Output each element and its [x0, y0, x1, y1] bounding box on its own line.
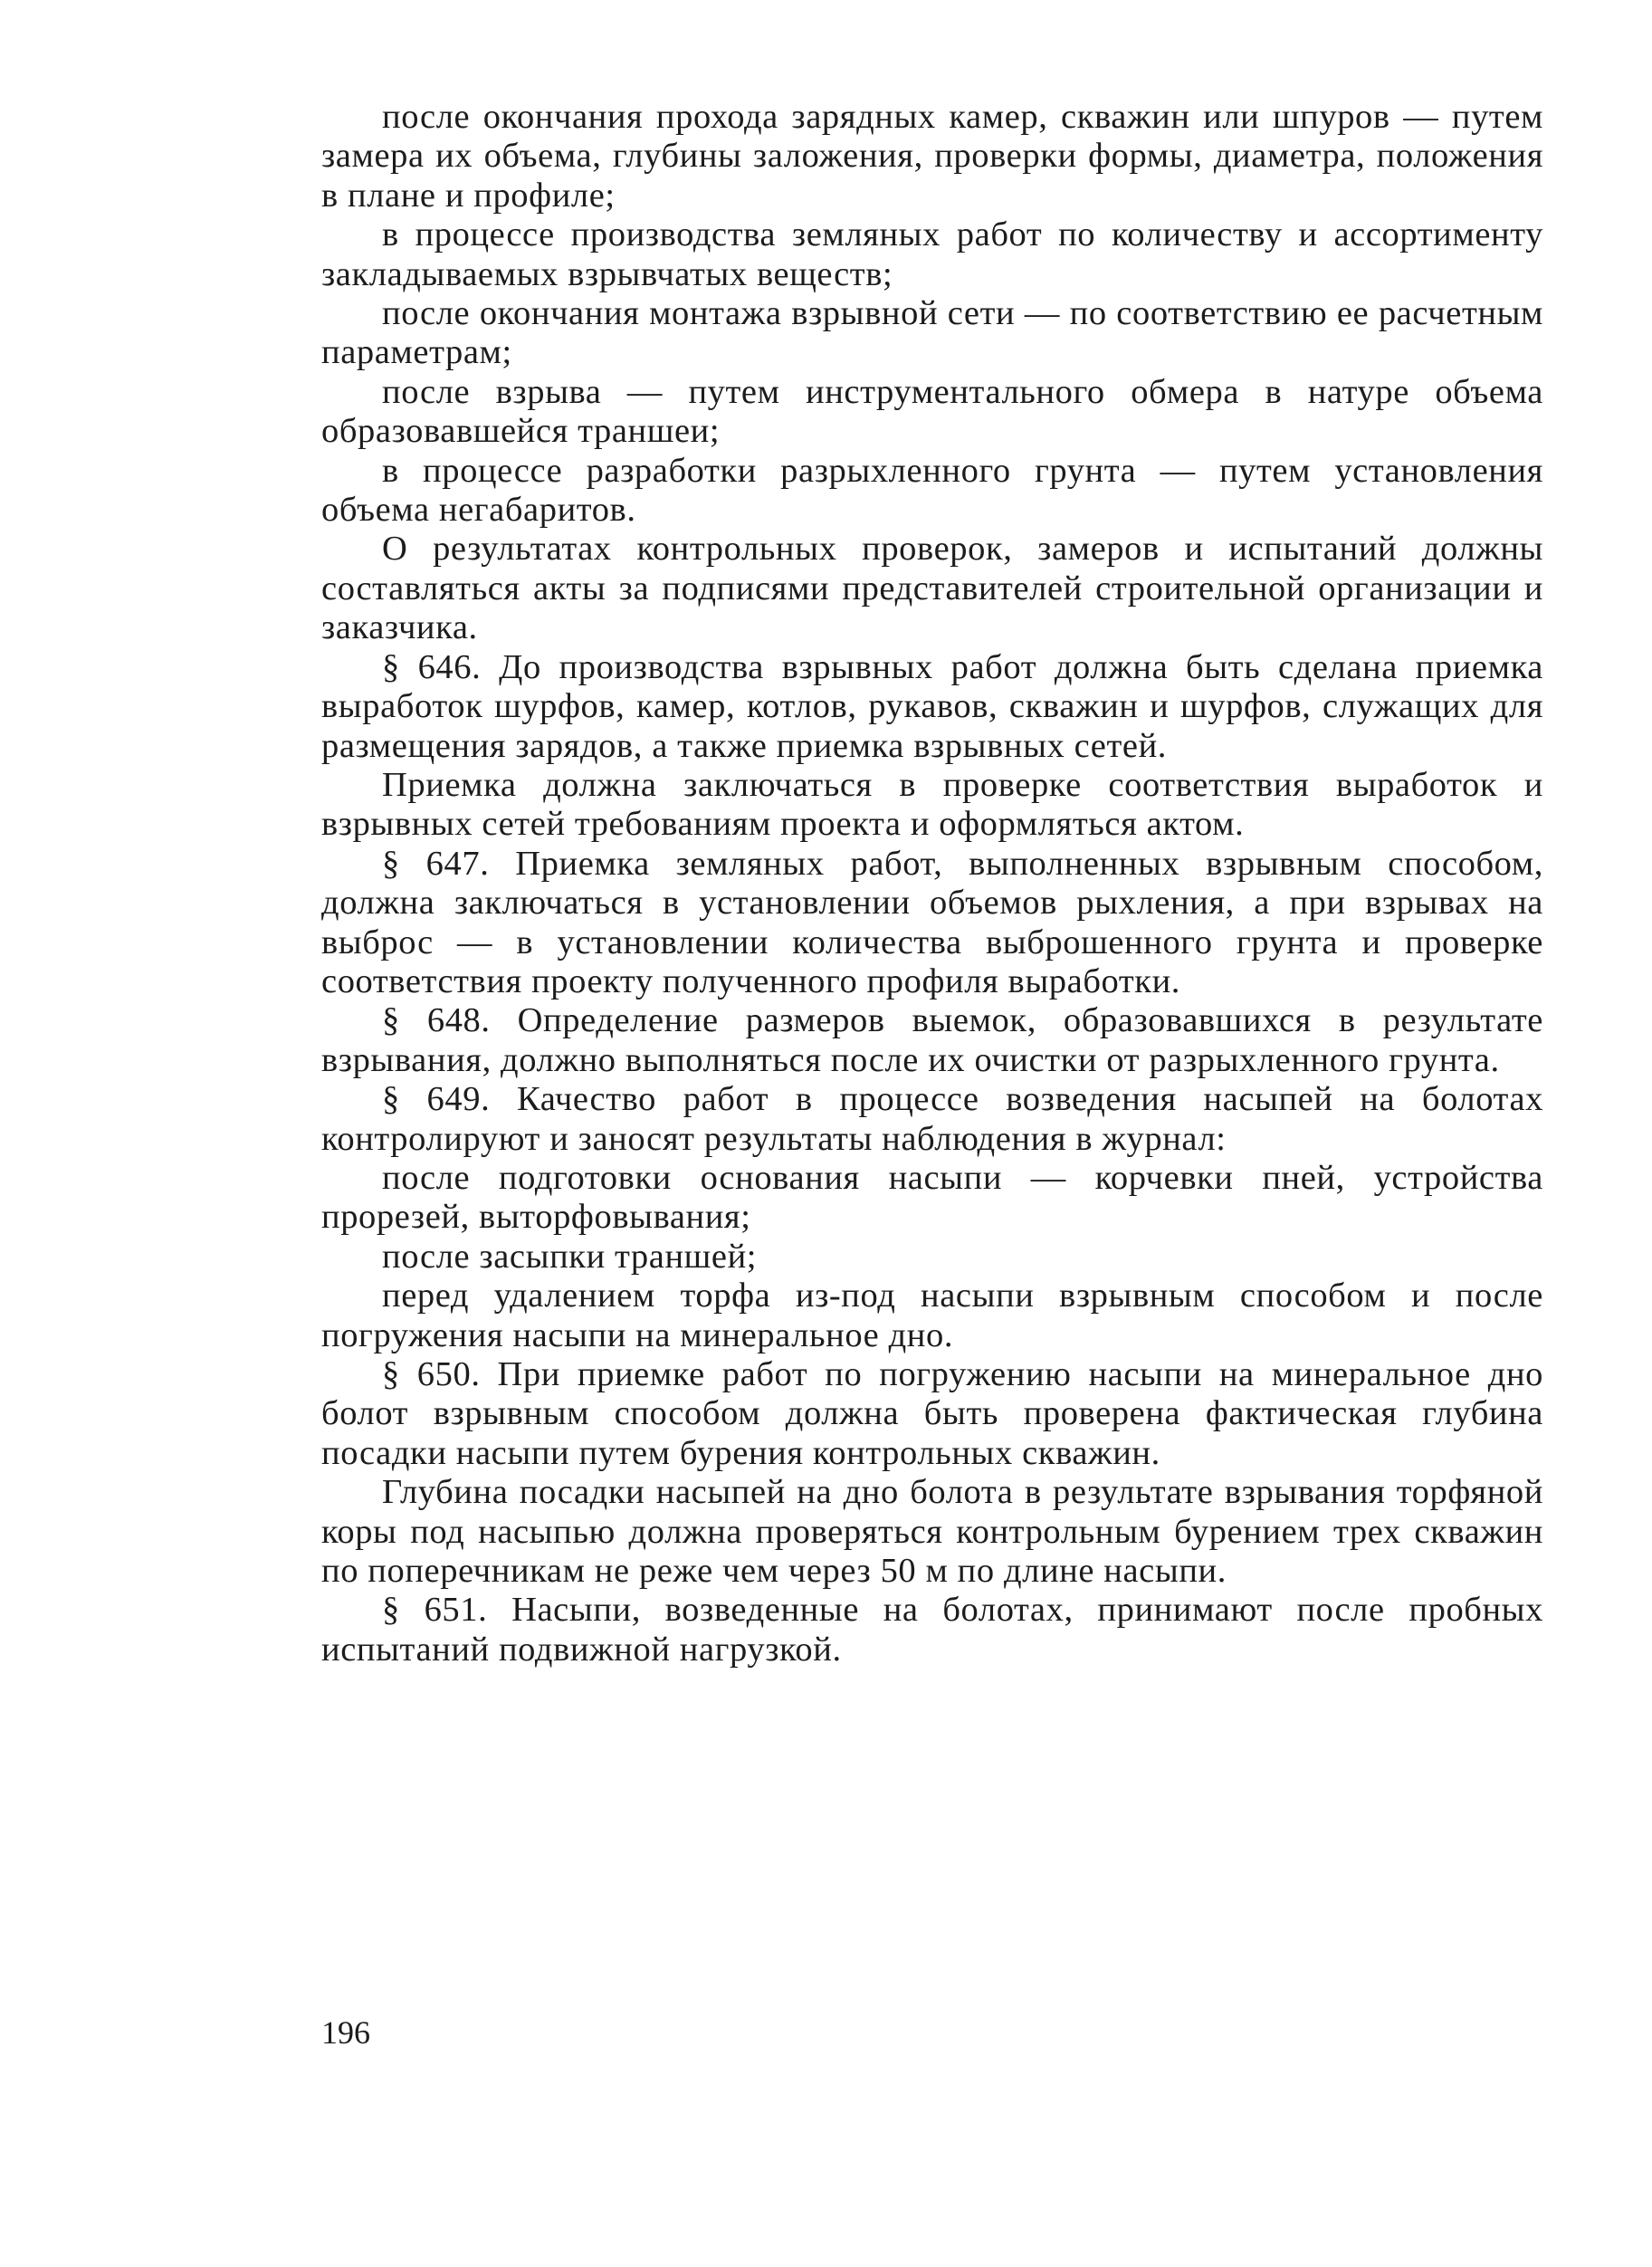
- section-648: § 648. Определение размеров выемок, образовавшихся в результате взрывания, должно выполняться после их очистки от разрыхленного грунта.: [321, 1001, 1543, 1079]
- section-650: § 650. При приемке работ по погружению насыпи на минеральное дно болот взрывным способом должна быть проверена фактическая глубина посадки насыпи путем бурения контрольных скважин.: [321, 1355, 1543, 1472]
- page-body: [321, 98, 1543, 1669]
- paragraph-13: после засыпки траншей;: [382, 1237, 758, 1276]
- paragraph-3: после окончания монтажа взрывной сети — по соответствию ее расчетным параметрам;: [321, 294, 1543, 372]
- paragraph-4: после взрыва — путем инструментального обмера в натуре объема образовавшейся траншеи;: [321, 372, 1543, 451]
- page-number: 196: [321, 2014, 370, 2051]
- paragraph-14: перед удалением торфа из-под насыпи взрывным способом и после погружения насыпи на минеральное дно.: [321, 1277, 1543, 1354]
- paragraph-16: Глубина посадки насыпей на дно болота в результате взрывания торфяной коры под насыпью должна проверяться контрольным бурением трех скважин по поперечникам не реже чем через 50 м по длине насыпи.: [321, 1473, 1543, 1591]
- paragraph-6: О результатах контрольных проверок, замеров и испытаний должны составляться акты за подписями представителей строительной организации и заказчика.: [321, 530, 1543, 647]
- paragraph-8: Приемка должна заключаться в проверке соответствия выработок и взрывных сетей требованиям проекта и оформляться актом.: [321, 765, 1543, 844]
- section-646: § 646. До производства взрывных работ должна быть сделана приемка выработок шурфов, камер, котлов, рукавов, скважин и шурфов, служащих для размещения зарядов, а также приемка взрывных сетей.: [321, 647, 1543, 765]
- paragraph-5: в процессе разработки разрыхленного грунта — путем установления объема негабаритов.: [321, 451, 1543, 530]
- paragraph-2: в процессе производства земляных работ по количеству и ассортименту закладываемых взрывчатых веществ;: [321, 215, 1543, 293]
- section-651: § 651. Насыпи, возведенные на болотах, принимают после пробных испытаний подвижной нагрузкой.: [321, 1591, 1543, 1669]
- section-647: § 647. Приемка земляных работ, выполненных взрывным способом, должна заключаться в установлении объемов рыхления, а при взрывах на выброс — в установлении количества выброшенного грунта и проверке соответствия проекту полученного профиля выработки.: [321, 844, 1543, 1000]
- paragraph-12: после подготовки основания насыпи — корчевки пней, устройства прорезей, выторфовывания;: [321, 1158, 1543, 1237]
- section-649: § 649. Качество работ в процессе возведения насыпей на болотах контролируют и заносят результаты наблюдения в журнал:: [321, 1080, 1543, 1158]
- paragraph-1: после окончания прохода зарядных камер, скважин или шпуров — путем замера их объема, глубины заложения, проверки формы, диаметра, положения в плане и профиле;: [321, 98, 1543, 215]
